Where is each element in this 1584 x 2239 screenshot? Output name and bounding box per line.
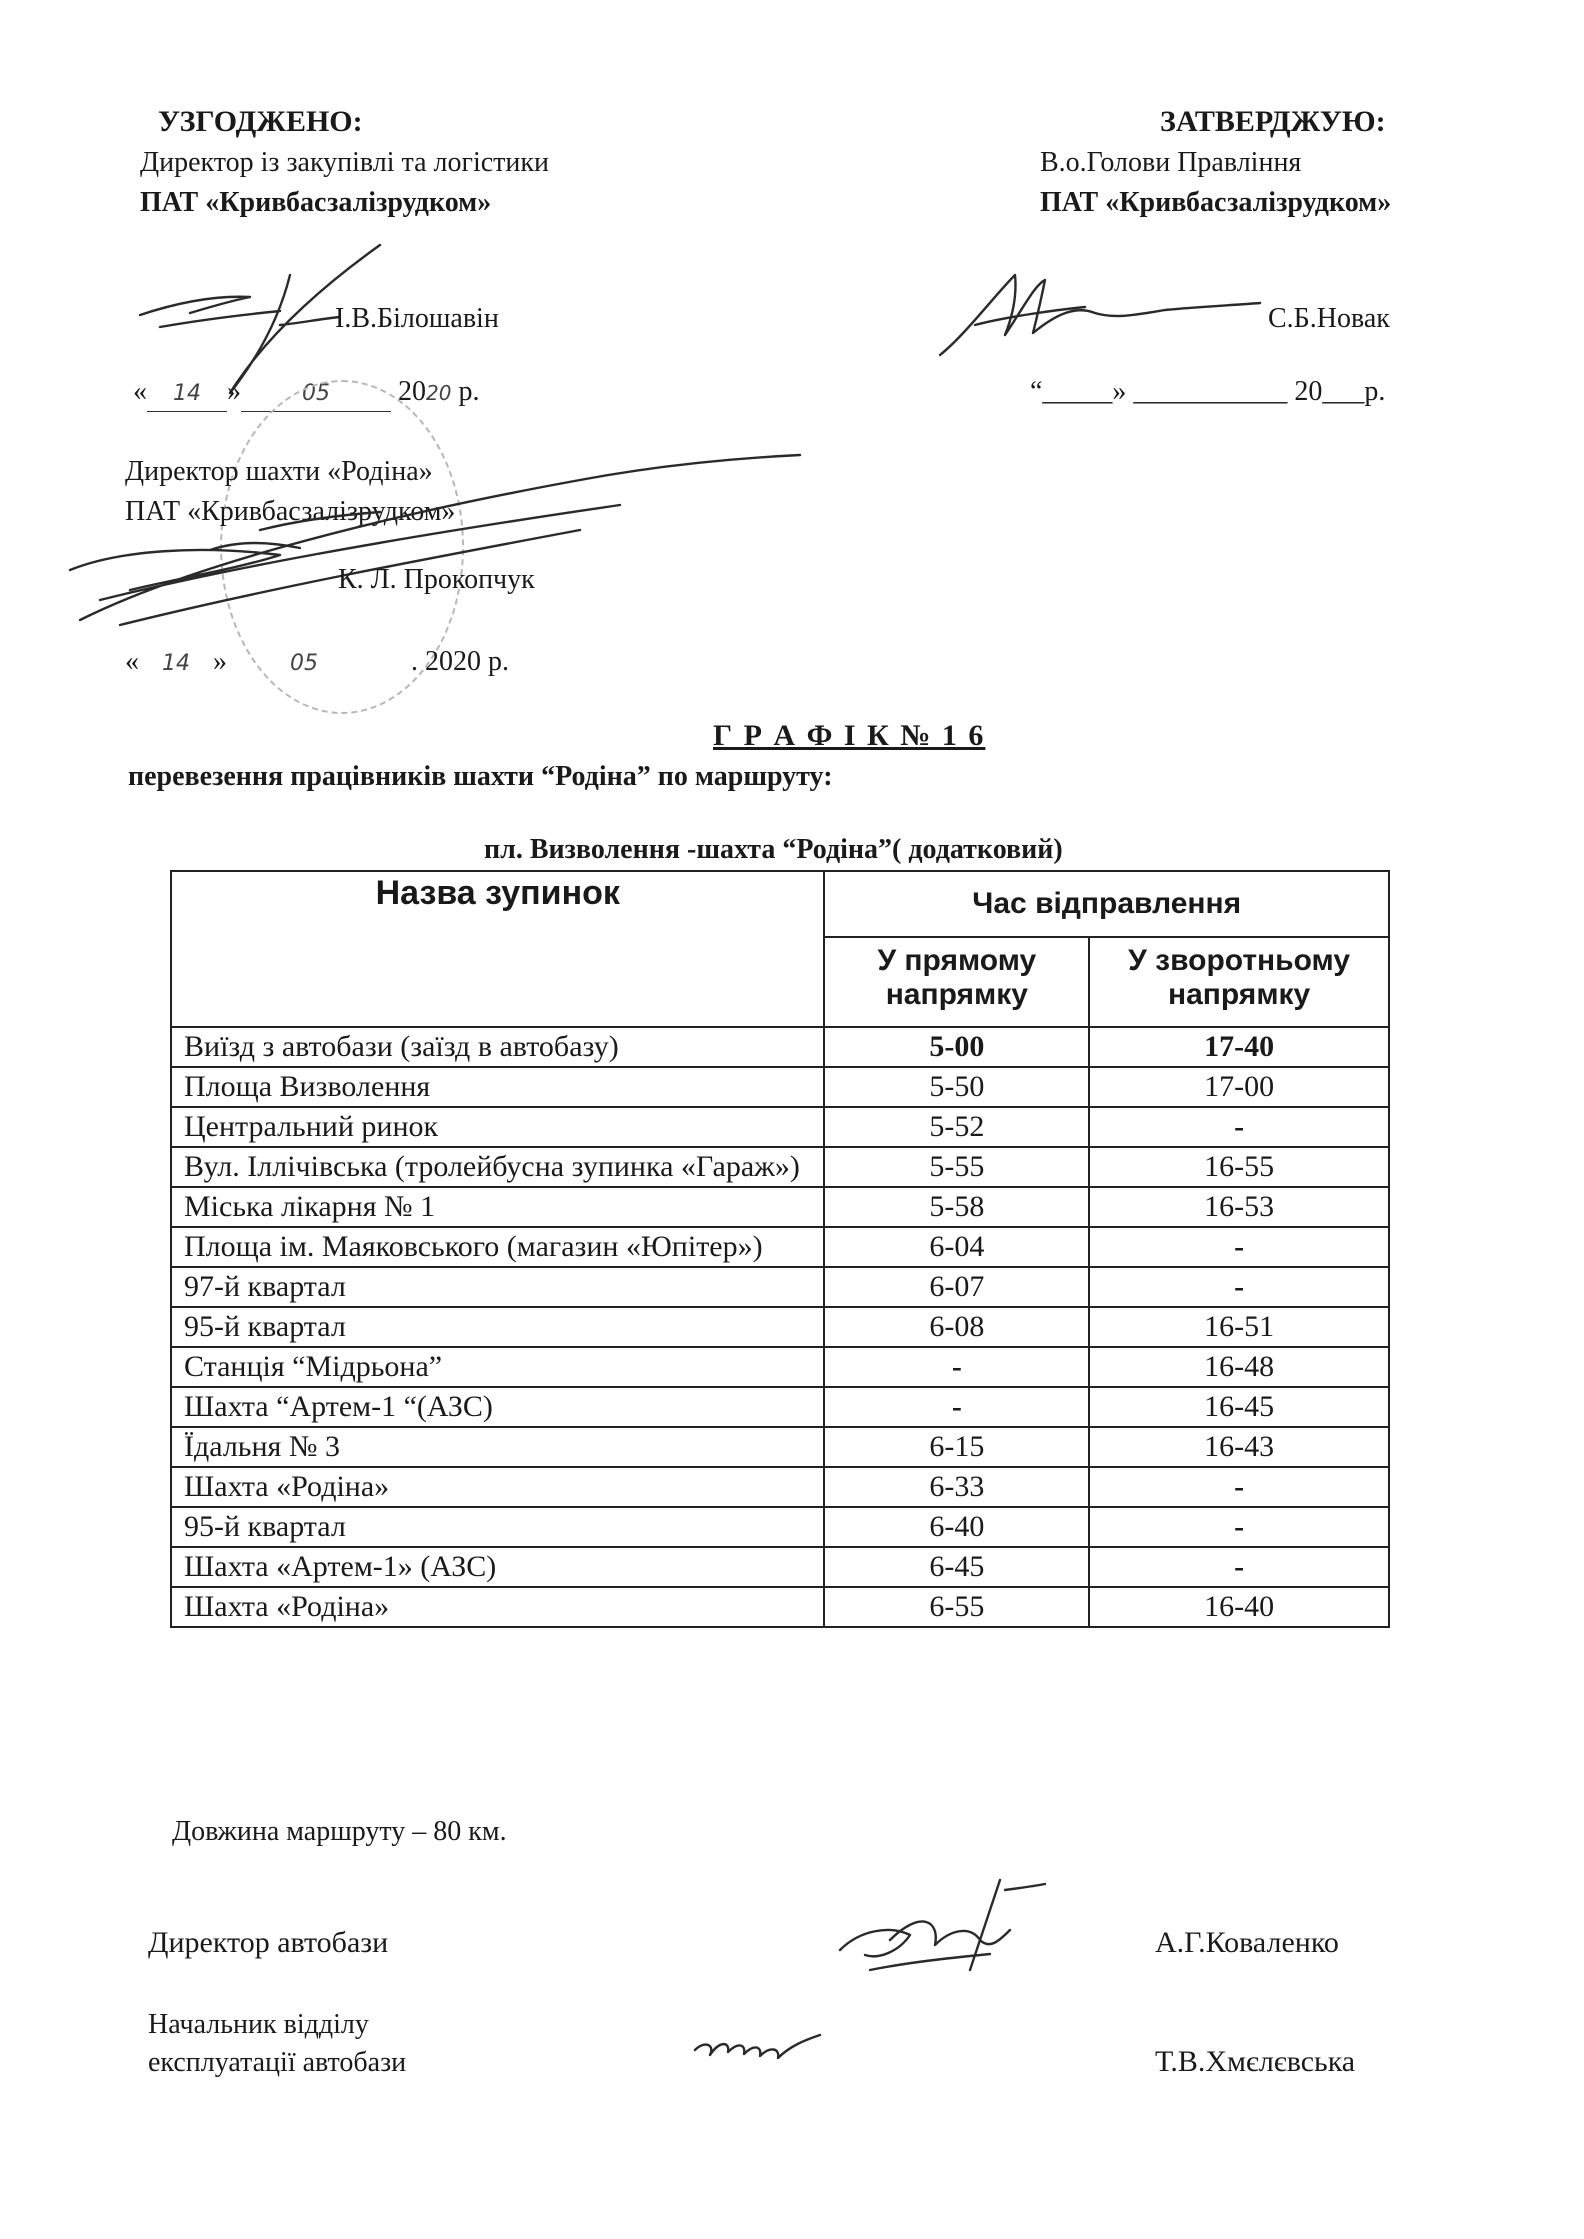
table-row [171, 1467, 1389, 1507]
approval-left-date: « 14 » 05 2020 р. [133, 375, 479, 412]
schedule-table [170, 870, 1390, 1628]
forward-time-cell: 5-50 [824, 1067, 1089, 1107]
approval-mine-company: ПАТ «Кривбасзалізрудком» [125, 496, 456, 527]
stop-name-cell: Їдальня № 3 [171, 1427, 824, 1467]
stop-name-cell: 97-й квартал [171, 1267, 824, 1307]
director-label: Директор автобази [148, 1926, 389, 1959]
back-time-cell: - [1089, 1467, 1389, 1507]
page-title: Г Р А Ф І К № 1 6 [713, 719, 986, 752]
back-time-cell: - [1089, 1107, 1389, 1147]
table-row [171, 1147, 1389, 1187]
forward-time-cell: 5-58 [824, 1187, 1089, 1227]
stop-name-cell: Шахта «Артем-1» (АЗС) [171, 1547, 824, 1587]
header-forward: У прямому напрямку [824, 937, 1089, 1027]
stop-name-cell: Міська лікарня № 1 [171, 1187, 824, 1227]
route-length: Довжина маршруту – 80 км. [172, 1816, 507, 1847]
table-row [171, 1347, 1389, 1387]
back-time-cell: 16-51 [1089, 1307, 1389, 1347]
stop-name-cell: 95-й квартал [171, 1307, 824, 1347]
header-stop-name: Назва зупинок [171, 871, 824, 1027]
route-name: пл. Визволення -шахта “Родіна”( додатковий) [484, 834, 1063, 865]
table-row [171, 1267, 1389, 1307]
table-row [171, 1427, 1389, 1467]
back-time-cell: - [1089, 1507, 1389, 1547]
stop-name-cell: Станція “Мідрьона” [171, 1347, 824, 1387]
forward-time-cell: 6-40 [824, 1507, 1089, 1547]
stop-name-cell: Шахта «Родіна» [171, 1467, 824, 1507]
stop-name-cell: Центральний ринок [171, 1107, 824, 1147]
head-name: Т.В.Хмєлєвська [1155, 2045, 1356, 2078]
head-label-1: Начальник відділу [148, 2009, 369, 2040]
forward-time-cell: 6-04 [824, 1227, 1089, 1267]
back-time-cell: - [1089, 1267, 1389, 1307]
stop-name-cell: Вул. Іллічівська (тролейбусна зупинка «Гараж») [171, 1147, 824, 1187]
table-row [171, 1107, 1389, 1147]
forward-time-cell: 6-08 [824, 1307, 1089, 1347]
table-row [171, 1067, 1389, 1107]
signature-prokopchuk [60, 450, 820, 640]
back-time-cell: 16-55 [1089, 1147, 1389, 1187]
header-back: У зворотньому напрямку [1089, 937, 1389, 1027]
signature-novak [935, 255, 1265, 365]
forward-time-cell: 6-45 [824, 1547, 1089, 1587]
back-time-cell: - [1089, 1227, 1389, 1267]
forward-time-cell: 6-07 [824, 1267, 1089, 1307]
table-row [171, 1027, 1389, 1067]
signature-khmelevska [690, 2020, 830, 2070]
director-name: А.Г.Коваленко [1155, 1926, 1339, 1959]
stop-name-cell: 95-й квартал [171, 1507, 824, 1547]
schedule-body [171, 1027, 1389, 1627]
approval-right-date: “_____» ___________ 20___р. [1030, 376, 1386, 407]
approval-left-signer: І.В.Білошавін [335, 303, 499, 334]
table-row [171, 1227, 1389, 1267]
back-time-cell: 16-48 [1089, 1347, 1389, 1387]
forward-time-cell: - [824, 1387, 1089, 1427]
table-row [171, 1507, 1389, 1547]
back-time-cell: 17-00 [1089, 1067, 1389, 1107]
table-header-row [171, 871, 1389, 937]
table-row [171, 1387, 1389, 1427]
stop-name-cell: Площа ім. Маяковського (магазин «Юпітер») [171, 1227, 824, 1267]
stop-name-cell: Площа Визволення [171, 1067, 824, 1107]
approval-mine-position: Директор шахти «Родіна» [125, 456, 433, 487]
signature-kovalenko [830, 1870, 1050, 1980]
route-subtitle: перевезення працівників шахти “Родіна” по маршруту: [128, 761, 833, 792]
back-time-cell: 16-53 [1089, 1187, 1389, 1227]
forward-time-cell: 6-55 [824, 1587, 1089, 1627]
forward-time-cell: - [824, 1347, 1089, 1387]
approval-mine-date: « 14 » 05 . 2020 р. [125, 646, 509, 677]
forward-time-cell: 6-33 [824, 1467, 1089, 1507]
back-time-cell: 16-45 [1089, 1387, 1389, 1427]
head-label-2: експлуатації автобази [148, 2047, 407, 2078]
table-row [171, 1587, 1389, 1627]
table-row [171, 1547, 1389, 1587]
forward-time-cell: 5-52 [824, 1107, 1089, 1147]
table-row [171, 1187, 1389, 1227]
stop-name-cell: Шахта «Родіна» [171, 1587, 824, 1627]
back-time-cell: - [1089, 1547, 1389, 1587]
approval-left-heading: УЗГОДЖЕНО: [158, 105, 363, 138]
back-time-cell: 17-40 [1089, 1027, 1389, 1067]
approval-left-company: ПАТ «Кривбасзалізрудком» [140, 187, 492, 218]
header-departure-time: Час відправлення [824, 871, 1389, 937]
approval-right-heading: ЗАТВЕРДЖУЮ: [1160, 105, 1386, 138]
forward-time-cell: 5-00 [824, 1027, 1089, 1067]
back-time-cell: 16-40 [1089, 1587, 1389, 1627]
approval-right-company: ПАТ «Кривбасзалізрудком» [1040, 187, 1392, 218]
approval-right-position: В.о.Голови Правління [1040, 147, 1302, 178]
table-row [171, 1307, 1389, 1347]
approval-right-signer: С.Б.Новак [1268, 303, 1390, 334]
approval-left-position: Директор із закупівлі та логістики [140, 147, 549, 178]
back-time-cell: 16-43 [1089, 1427, 1389, 1467]
approval-mine-signer: К. Л. Прокопчук [338, 564, 535, 595]
stop-name-cell: Виїзд з автобази (заїзд в автобазу) [171, 1027, 824, 1067]
forward-time-cell: 5-55 [824, 1147, 1089, 1187]
forward-time-cell: 6-15 [824, 1427, 1089, 1467]
stop-name-cell: Шахта “Артем-1 “(АЗС) [171, 1387, 824, 1427]
